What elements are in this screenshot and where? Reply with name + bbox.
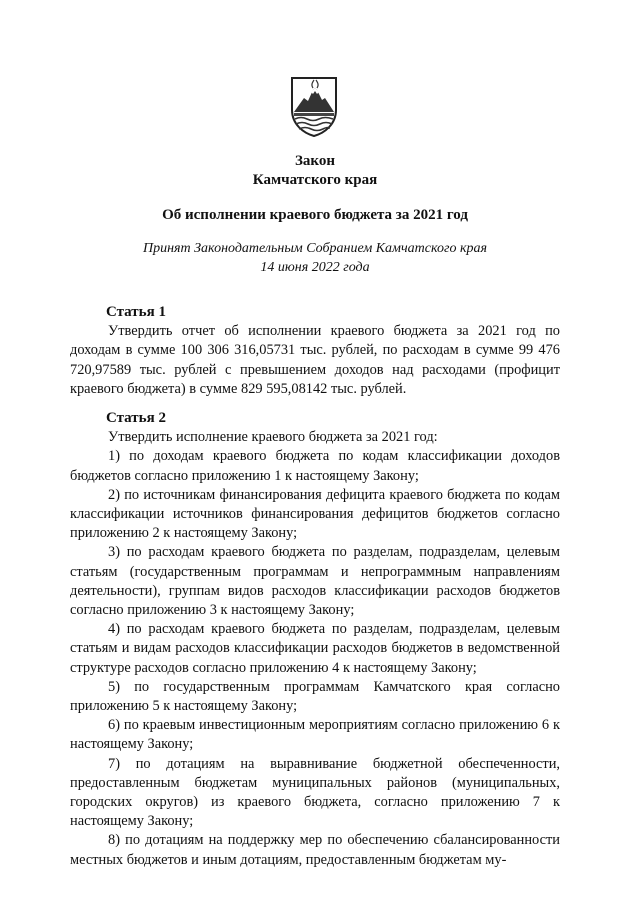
law-label: Закон — [294, 153, 335, 169]
region-name: Камчатского края — [252, 172, 378, 188]
kamchatka-coat-of-arms-icon — [289, 76, 339, 138]
article-2-item: 4) по расходам краевого бюджета по разделам, подразделам, целевым статьям и видам расходов классификации расходов бюджетов в ведомственной структуре расходов согласно приложению 4 к настоящему Закону; — [70, 621, 560, 676]
article-2-item: 1) по доходам краевого бюджета по кодам классификации доходов бюджетов согласно приложению 1 к настоящему Закону; — [70, 448, 560, 484]
article-2-item: 8) по дотациям на поддержку мер по обеспечению сбалансированности местных бюджетов и иным дотациям, предоставленным бюджетам му- — [70, 832, 560, 868]
adopted-date: 14 июня 2022 года — [260, 260, 370, 275]
article-2-item: 5) по государственным программам Камчатского края согласно приложению 5 к настоящему Закону; — [70, 678, 560, 715]
article-2-item: 7) по дотациям на выравнивание бюджетной обеспеченности, предоставленным бюджетам муниципальных районов (муниципальных, городских округов) из краевого бюджета, согласно приложению 7 к настоящему Закону; — [70, 755, 560, 830]
law-subject: Об исполнении краевого бюджета за 2021 год — [162, 207, 468, 223]
article-1-heading: Статья 1 — [106, 304, 166, 320]
law-body — [70, 303, 560, 870]
article-2-item: 3) по расходам краевого бюджета по разделам, подразделам, целевым статьям (государственным программам и непрограммным направлениям деятельности), группам видов расходов классификации расходов бюджетов согласно приложению 3 к настоящему Закону; — [70, 544, 560, 619]
article-2-item: 6) по краевым инвестиционным мероприятиям согласно приложению 6 к настоящему Закону; — [70, 717, 560, 753]
article-1-text: Утвердить отчет об исполнении краевого бюджета за 2021 год по доходам в сумме 100 306 316,05731 тыс. рублей, по расходам в сумме 99 476 720,97589 тыс. рублей с превышением доходов над расходами (профицит краевого бюджета) в сумме 829 595,08142 тыс. рублей. — [70, 323, 560, 397]
article-2-intro: Утвердить исполнение краевого бюджета за 2021 год: — [108, 429, 438, 446]
article-2-heading: Статья 2 — [106, 410, 166, 427]
article-2-item: 2) по источникам финансирования дефицита краевого бюджета по кодам классификации источников финансирования дефицитов бюджетов согласно приложению 2 к настоящему Закону; — [70, 486, 560, 542]
adopted-by: Принят Законодательным Собранием Камчатского края — [142, 241, 488, 256]
